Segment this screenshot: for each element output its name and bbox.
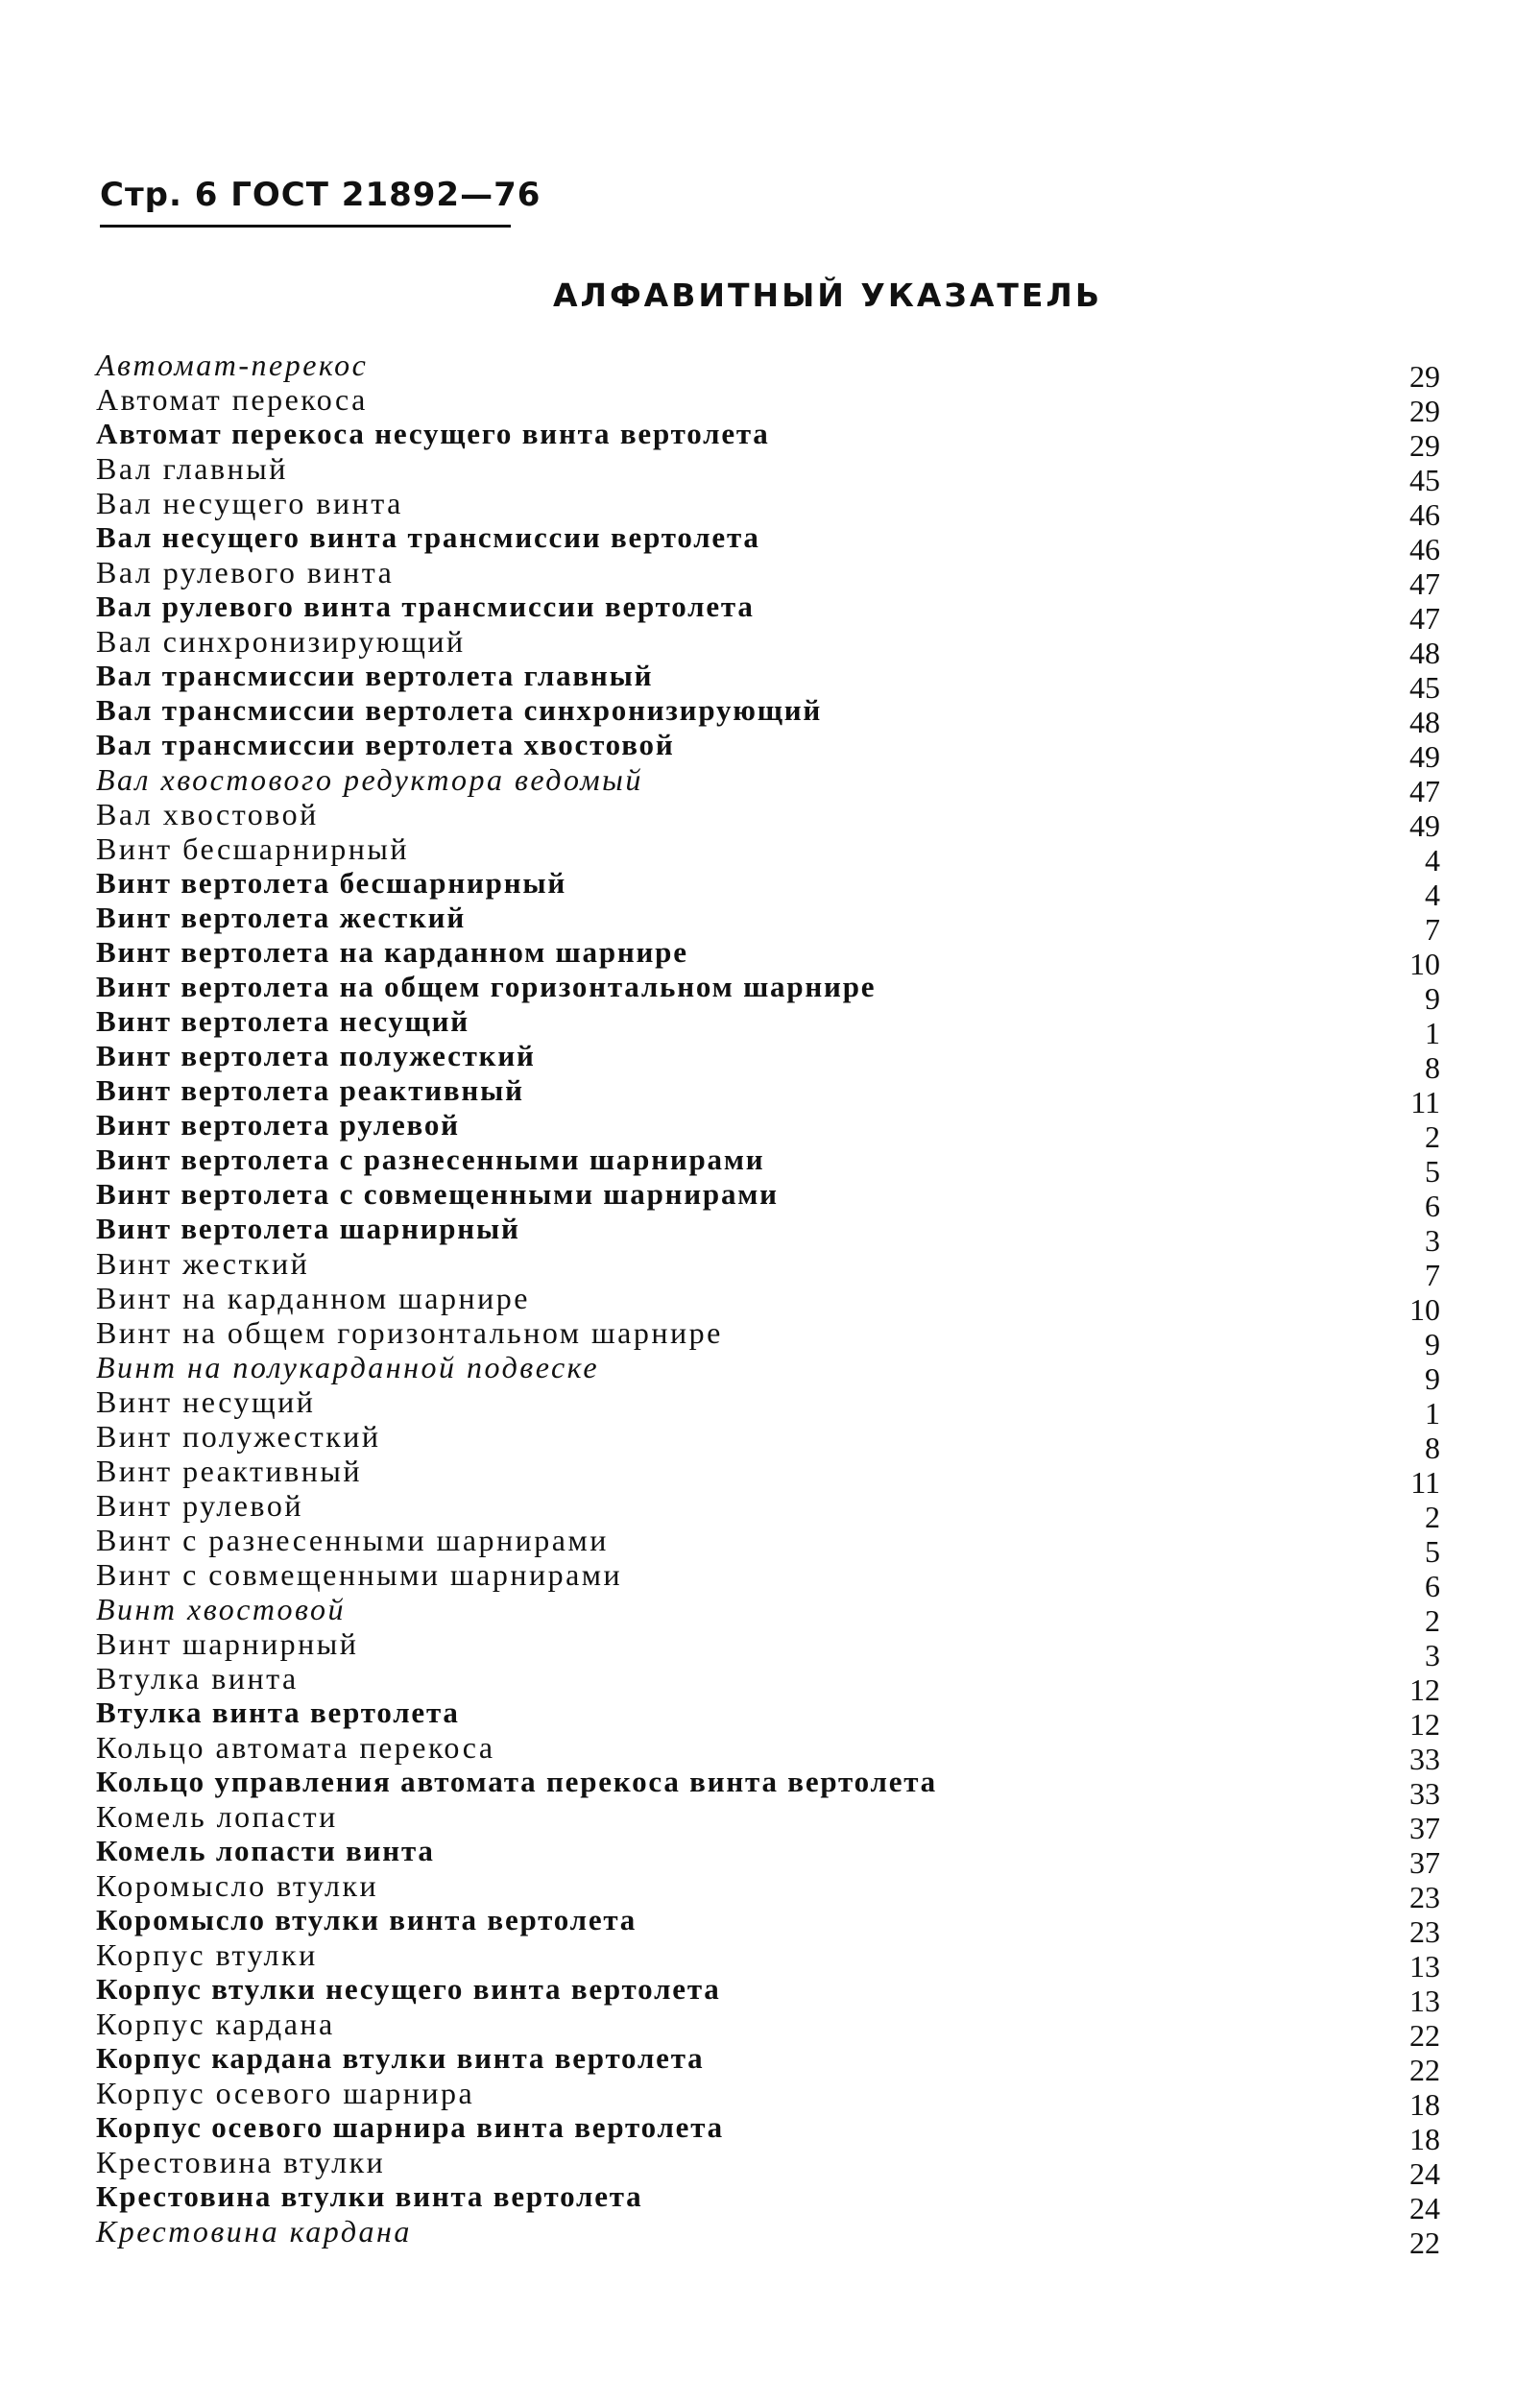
index-number: 5: [1425, 1534, 1440, 1569]
page-title: АЛФАВИТНЫЙ УКАЗАТЕЛЬ: [553, 277, 1102, 314]
index-entry: [0, 1661, 1540, 1707]
index-term: Винт рулевой: [96, 1488, 303, 1523]
index-entry: [0, 2145, 1540, 2191]
index-entry: [0, 1142, 1540, 1189]
index-term: Вал рулевого винта: [96, 555, 395, 589]
index-term: Винт вертолета шарнирный: [96, 1212, 520, 1245]
index-number: 4: [1425, 878, 1440, 912]
index-term: Втулка винта: [96, 1661, 299, 1696]
index-entry: [0, 2214, 1540, 2260]
index-number: 45: [1409, 670, 1440, 705]
index-entry: [0, 1557, 1540, 1603]
index-term: Винт вертолета на общем горизонтальном шарнире: [96, 970, 877, 1003]
index-entry: [0, 1488, 1540, 1534]
index-entry: [0, 1834, 1540, 1880]
index-number: 13: [1409, 1949, 1440, 1984]
index-term: Винт хвостовой: [96, 1592, 346, 1626]
index-term: Крестовина кардана: [96, 2214, 412, 2249]
alphabetical-index: [0, 348, 1540, 2260]
index-entry: [0, 2179, 1540, 2225]
index-entry: [0, 1419, 1540, 1465]
index-number: 3: [1425, 1223, 1440, 1258]
index-term: Винт с совмещенными шарнирами: [96, 1557, 623, 1592]
index-term: Коромысло втулки винта вертолета: [96, 1903, 638, 1936]
index-number: 45: [1409, 463, 1440, 497]
index-entry: [0, 1937, 1540, 1984]
index-number: 9: [1425, 981, 1440, 1016]
index-term: Винт с разнесенными шарнирами: [96, 1523, 609, 1557]
index-term: Кольцо управления автомата перекоса винта вертолета: [96, 1765, 937, 1798]
index-term: Винт вертолета жесткий: [96, 901, 467, 934]
index-number: 3: [1425, 1638, 1440, 1672]
index-number: 18: [1409, 2087, 1440, 2122]
index-term: Автомат перекоса: [96, 382, 368, 417]
index-number: 11: [1410, 1085, 1440, 1119]
index-entry: [0, 2007, 1540, 2053]
index-number: 9: [1425, 1361, 1440, 1396]
index-entry: [0, 2041, 1540, 2087]
index-entry: [0, 520, 1540, 566]
index-number: 9: [1425, 1327, 1440, 1361]
index-term: Корпус осевого шарнира: [96, 2076, 475, 2110]
index-entry: [0, 1004, 1540, 1050]
index-entry: [0, 935, 1540, 981]
index-number: 1: [1425, 1016, 1440, 1050]
index-entry: [0, 589, 1540, 636]
index-number: 12: [1409, 1672, 1440, 1707]
index-entry: [0, 1592, 1540, 1638]
index-number: 4: [1425, 843, 1440, 878]
index-number: 37: [1409, 1845, 1440, 1880]
index-entry: [0, 1730, 1540, 1776]
index-number: 29: [1409, 428, 1440, 463]
index-entry: [0, 1384, 1540, 1431]
index-number: 49: [1409, 739, 1440, 774]
index-term: Крестовина втулки: [96, 2145, 386, 2179]
index-term: Винт вертолета реактивный: [96, 1073, 524, 1107]
index-number: 1: [1425, 1396, 1440, 1431]
running-head: Стр. 6 ГОСТ 21892—76: [100, 176, 541, 214]
index-term: Винт шарнирный: [96, 1626, 359, 1661]
index-entry: [0, 659, 1540, 705]
index-number: 49: [1409, 808, 1440, 843]
index-number: 2: [1425, 1119, 1440, 1154]
index-entry: [0, 1177, 1540, 1223]
index-term: Винт вертолета с совмещенными шарнирами: [96, 1177, 779, 1211]
index-entry: [0, 866, 1540, 912]
index-number: 47: [1409, 601, 1440, 636]
index-term: Винт вертолета рулевой: [96, 1108, 460, 1142]
index-number: 13: [1409, 1984, 1440, 2018]
index-term: Кольцо автомата перекоса: [96, 1730, 495, 1765]
index-term: Винт бесшарнирный: [96, 831, 409, 866]
index-term: Вал синхронизирующий: [96, 624, 466, 659]
index-number: 8: [1425, 1050, 1440, 1085]
index-term: Винт вертолета бесшарнирный: [96, 866, 567, 900]
index-entry: [0, 1281, 1540, 1327]
index-term: Вал несущего винта: [96, 486, 403, 520]
index-entry: [0, 1626, 1540, 1672]
index-number: 46: [1409, 497, 1440, 532]
index-term: Винт на полукарданной подвеске: [96, 1350, 600, 1384]
index-entry: [0, 1523, 1540, 1569]
index-term: Автомат-перекос: [96, 348, 369, 382]
index-term: Винт вертолета на карданном шарнире: [96, 935, 688, 969]
index-term: Винт вертолета полужесткий: [96, 1039, 536, 1072]
index-number: 6: [1425, 1189, 1440, 1223]
index-number: 5: [1425, 1154, 1440, 1189]
index-entry: [0, 2110, 1540, 2156]
index-number: 12: [1409, 1707, 1440, 1742]
index-number: 24: [1409, 2191, 1440, 2225]
index-number: 7: [1425, 912, 1440, 947]
index-term: Вал трансмиссии вертолета главный: [96, 659, 654, 692]
index-term: Вал главный: [96, 451, 288, 486]
index-term: Вал трансмиссии вертолета синхронизирующий: [96, 693, 823, 727]
index-entry: [0, 1350, 1540, 1396]
index-number: 18: [1409, 2122, 1440, 2156]
index-number: 7: [1425, 1258, 1440, 1292]
index-number: 47: [1409, 566, 1440, 601]
index-term: Вал рулевого винта трансмиссии вертолета: [96, 589, 755, 623]
index-number: 22: [1409, 2053, 1440, 2087]
index-entry: [0, 1696, 1540, 1742]
index-entry: [0, 1212, 1540, 1258]
index-entry: [0, 970, 1540, 1016]
index-term: Вал хвостовой: [96, 797, 319, 831]
index-term: Винт реактивный: [96, 1454, 362, 1488]
index-number: 8: [1425, 1431, 1440, 1465]
index-term: Винт вертолета несущий: [96, 1004, 469, 1038]
index-entry: [0, 1073, 1540, 1119]
index-number: 29: [1409, 394, 1440, 428]
index-entry: [0, 382, 1540, 428]
index-entry: [0, 486, 1540, 532]
index-entry: [0, 1799, 1540, 1845]
index-term: Корпус кардана: [96, 2007, 335, 2041]
index-entry: [0, 1246, 1540, 1292]
index-term: Винт на карданном шарнире: [96, 1281, 530, 1315]
index-term: Вал хвостового редуктора ведомый: [96, 762, 643, 797]
index-term: Комель лопасти: [96, 1799, 338, 1834]
index-term: Вал несущего винта трансмиссии вертолета: [96, 520, 760, 554]
index-term: Корпус втулки: [96, 1937, 318, 1972]
index-number: 48: [1409, 636, 1440, 670]
index-entry: [0, 1454, 1540, 1500]
index-number: 47: [1409, 774, 1440, 808]
header-rule: [100, 225, 511, 228]
index-number: 2: [1425, 1603, 1440, 1638]
index-number: 22: [1409, 2018, 1440, 2053]
index-number: 23: [1409, 1914, 1440, 1949]
index-entry: [0, 1868, 1540, 1914]
index-entry: [0, 728, 1540, 774]
index-number: 33: [1409, 1742, 1440, 1776]
index-term: Корпус втулки несущего винта вертолета: [96, 1972, 721, 2006]
index-number: 10: [1409, 947, 1440, 981]
index-number: 46: [1409, 532, 1440, 566]
index-entry: [0, 797, 1540, 843]
index-entry: [0, 1972, 1540, 2018]
index-term: Винт жесткий: [96, 1246, 310, 1281]
index-term: Винт на общем горизонтальном шарнире: [96, 1315, 723, 1350]
index-term: Корпус осевого шарнира винта вертолета: [96, 2110, 724, 2144]
index-number: 22: [1409, 2225, 1440, 2260]
index-entry: [0, 555, 1540, 601]
index-entry: [0, 762, 1540, 808]
index-entry: [0, 451, 1540, 497]
index-term: Винт вертолета с разнесенными шарнирами: [96, 1142, 765, 1176]
index-entry: [0, 693, 1540, 739]
index-term: Винт несущий: [96, 1384, 316, 1419]
index-term: Винт полужесткий: [96, 1419, 381, 1454]
index-number: 33: [1409, 1776, 1440, 1811]
index-term: Коромысло втулки: [96, 1868, 379, 1903]
index-term: Втулка винта вертолета: [96, 1696, 460, 1729]
index-term: Комель лопасти винта: [96, 1834, 435, 1867]
index-entry: [0, 1765, 1540, 1811]
index-term: Автомат перекоса несущего винта вертолета: [96, 417, 770, 450]
index-number: 2: [1425, 1500, 1440, 1534]
index-number: 37: [1409, 1811, 1440, 1845]
index-term: Вал трансмиссии вертолета хвостовой: [96, 728, 675, 761]
index-number: 29: [1409, 359, 1440, 394]
index-number: 6: [1425, 1569, 1440, 1603]
index-term: Крестовина втулки винта вертолета: [96, 2179, 643, 2213]
index-term: Корпус кардана втулки винта вертолета: [96, 2041, 705, 2075]
index-entry: [0, 901, 1540, 947]
index-entry: [0, 1039, 1540, 1085]
index-entry: [0, 2076, 1540, 2122]
index-entry: [0, 624, 1540, 670]
index-entry: [0, 348, 1540, 394]
index-entry: [0, 831, 1540, 878]
index-number: 23: [1409, 1880, 1440, 1914]
index-number: 48: [1409, 705, 1440, 739]
index-entry: [0, 1108, 1540, 1154]
index-number: 11: [1410, 1465, 1440, 1500]
index-number: 24: [1409, 2156, 1440, 2191]
index-entry: [0, 417, 1540, 463]
index-entry: [0, 1315, 1540, 1361]
index-number: 10: [1409, 1292, 1440, 1327]
index-entry: [0, 1903, 1540, 1949]
